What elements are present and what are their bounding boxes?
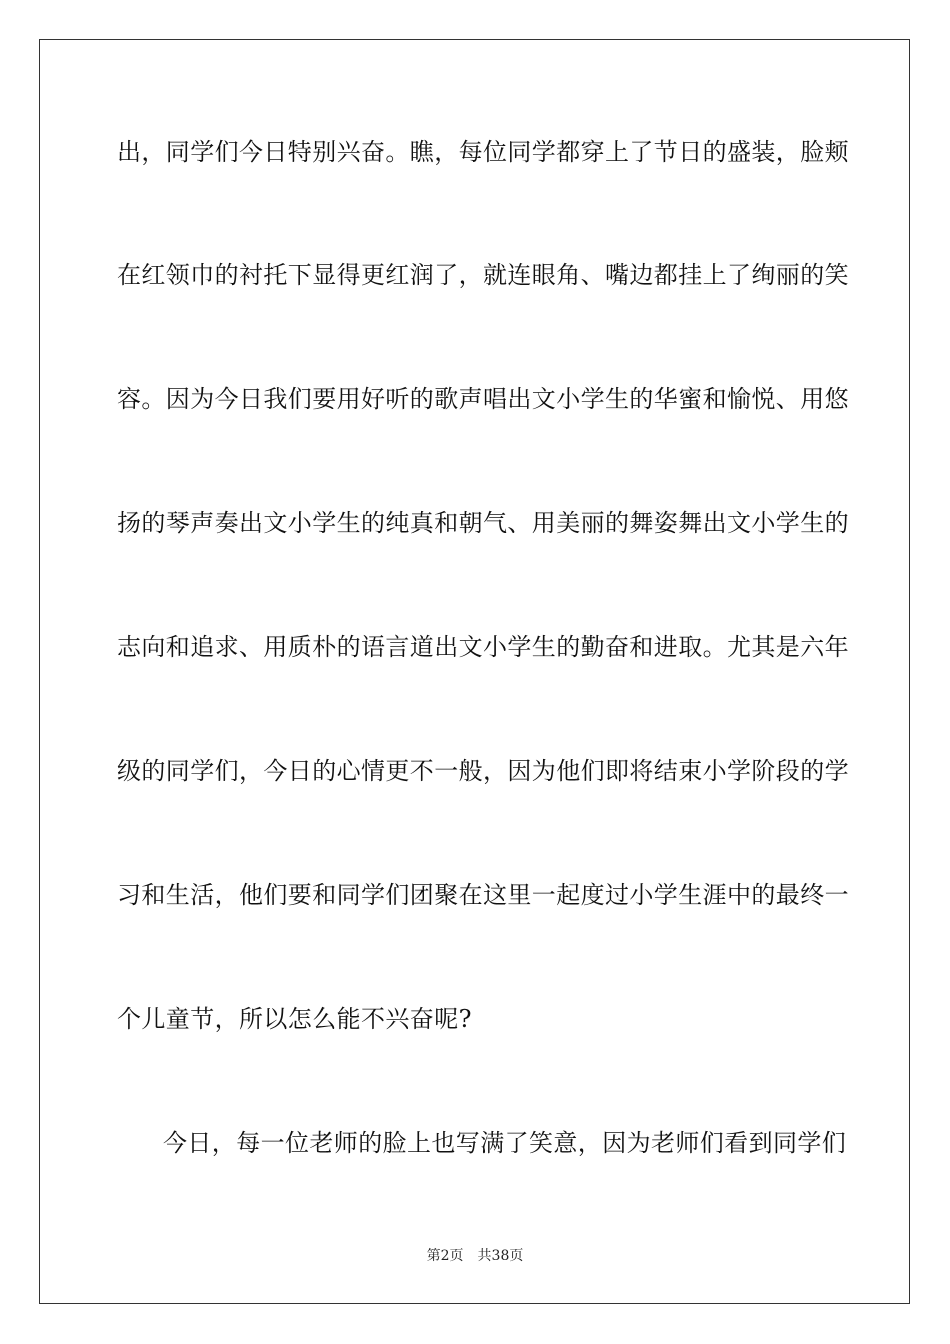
page-footer <box>0 1247 950 1265</box>
paragraph-line: 扬的琴声奏出文小学生的纯真和朝气、用美丽的舞姿舞出文小学生的 <box>117 509 849 537</box>
paragraph-line: 在红领巾的衬托下显得更红润了，就连眼角、嘴边都挂上了绚丽的笑 <box>117 261 849 289</box>
page-total: 共38页 <box>477 1248 524 1264</box>
paragraph-line: 习和生活，他们要和同学们团聚在这里一起度过小学生涯中的最终一 <box>117 881 849 909</box>
paragraph-line: 容。因为今日我们要用好听的歌声唱出文小学生的华蜜和愉悦、用悠 <box>117 385 849 413</box>
paragraph-line: 志向和追求、用质朴的语言道出文小学生的勤奋和进取。尤其是六年 <box>117 633 849 661</box>
paragraph-line: 今日，每一位老师的脸上也写满了笑意，因为老师们看到同学们 <box>163 1129 847 1157</box>
paragraph-line: 级的同学们，今日的心情更不一般，因为他们即将结束小学阶段的学 <box>117 757 849 785</box>
page-number: 第2页 <box>426 1248 464 1264</box>
paragraph-line: 个儿童节，所以怎么能不兴奋呢? <box>117 1005 472 1033</box>
paragraph-line: 出，同学们今日特别兴奋。瞧，每位同学都穿上了节日的盛装，脸颊 <box>117 138 849 166</box>
page-border <box>39 39 910 1304</box>
